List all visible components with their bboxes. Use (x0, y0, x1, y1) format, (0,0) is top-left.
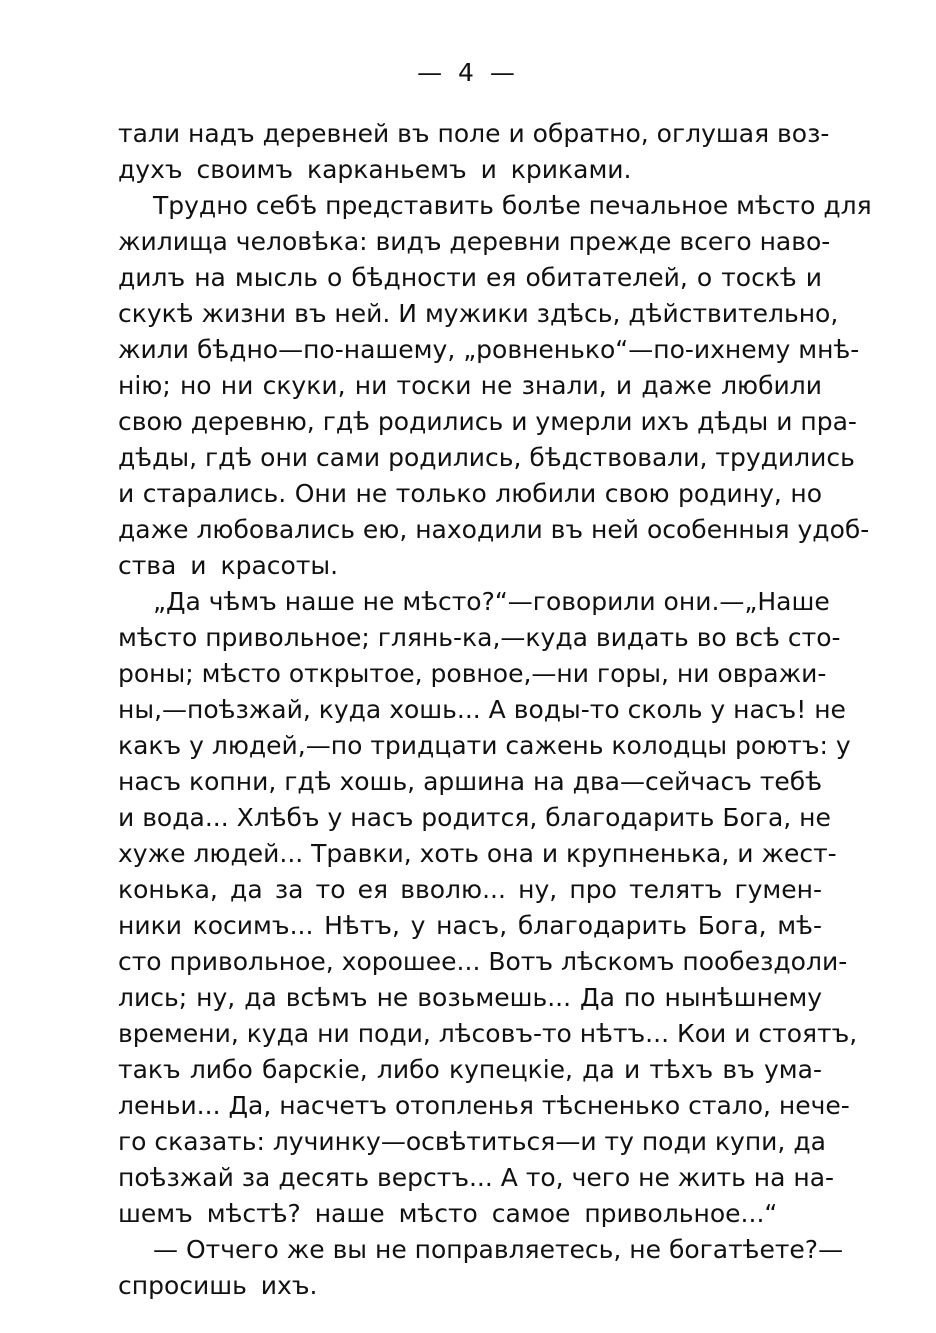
text-line: какъ у людей,—по тридцати сажень колодцы роютъ: у (118, 731, 851, 760)
text-line: ны,—поѣзжай, куда хошь... А воды-то сколь у насъ! не (118, 695, 846, 724)
text-line: скукѣ жизни въ ней. И мужики здѣсь, дѣйствительно, (118, 299, 839, 328)
text-line: лись; ну, да всѣмъ не возьмешь... Да по нынѣшнему (118, 983, 822, 1012)
text-line: и старались. Они не только любили свою родину, но (118, 479, 822, 508)
text-line: го сказать: лучинку—освѣтиться—и ту поди купи, да (118, 1127, 826, 1156)
text-line: спросишь ихъ. (118, 1271, 318, 1300)
text-line: тали надъ деревней въ поле и обратно, оглушая воз- (118, 119, 830, 148)
text-line: роны; мѣсто открытое, ровное,—ни горы, ни оврaжи- (118, 659, 827, 688)
text-line: — Отчего же вы не поправляетесь, не богатѣете?— (153, 1235, 844, 1264)
text-line: дѣды, гдѣ они сами родились, бѣдствовали, трудились (118, 443, 855, 472)
text-line: мѣсто привольное; глянь-ка,—куда видать во всѣ сто- (118, 623, 841, 652)
text-line: конька, да за то ея вволю... ну, про телятъ гумен- (118, 875, 822, 904)
text-line: нію; но ни скуки, ни тоски не знали, и даже любили (118, 371, 822, 400)
text-line: хуже людей... Травки, хоть она и крупненька, и жест- (118, 839, 837, 868)
text-line: свою деревню, гдѣ родились и умерли ихъ дѣды и пра- (118, 407, 857, 436)
text-line: времени, куда ни поди, лѣсовъ-то нѣтъ... Кои и стоятъ, (118, 1019, 858, 1048)
text-line: духъ своимъ карканьемъ и криками. (118, 155, 632, 184)
text-line: сто привольное, хорошее... Вотъ лѣскомъ пообездоли- (118, 947, 848, 976)
text-line: и вода... Хлѣбъ у насъ родится, благодарить Бога, не (118, 803, 831, 832)
text-line: леньи... Да, насчетъ отопленья тѣсненько стало, нече- (118, 1091, 850, 1120)
text-line: даже любовались ею, находили въ ней особенныя удоб- (118, 515, 870, 544)
text-line: ники косимъ... Нѣтъ, у насъ, благодарить Бога, мѣ- (118, 911, 822, 940)
text-line: шемъ мѣстѣ? наше мѣсто самое привольное...“ (118, 1199, 778, 1228)
text-line: ства и красоты. (118, 551, 339, 580)
text-line: „Да чѣмъ наше не мѣсто?“—говорили они.—„Наше (153, 587, 830, 616)
text-line: поѣзжай за десять верстъ... А то, чего не жить на на- (118, 1163, 835, 1192)
text-line: жилища человѣка: видъ деревни прежде всего наво- (118, 227, 831, 256)
text-line: Трудно себѣ представить болѣе печальное мѣсто для (153, 191, 872, 220)
text-line: жили бѣдно—по-нашему, „ровненько“—по-ихнему мнѣ- (118, 335, 860, 364)
text-line: дилъ на мысль о бѣдности ея обитателей, о тоскѣ и (118, 263, 822, 292)
text-line: такъ либо барскіе, либо купецкіе, да и тѣхъ въ ума- (118, 1055, 822, 1084)
page-number: — 4 — (417, 58, 519, 87)
text-line: насъ копни, гдѣ хошь, аршина на два—сейчасъ тебѣ (118, 767, 822, 796)
